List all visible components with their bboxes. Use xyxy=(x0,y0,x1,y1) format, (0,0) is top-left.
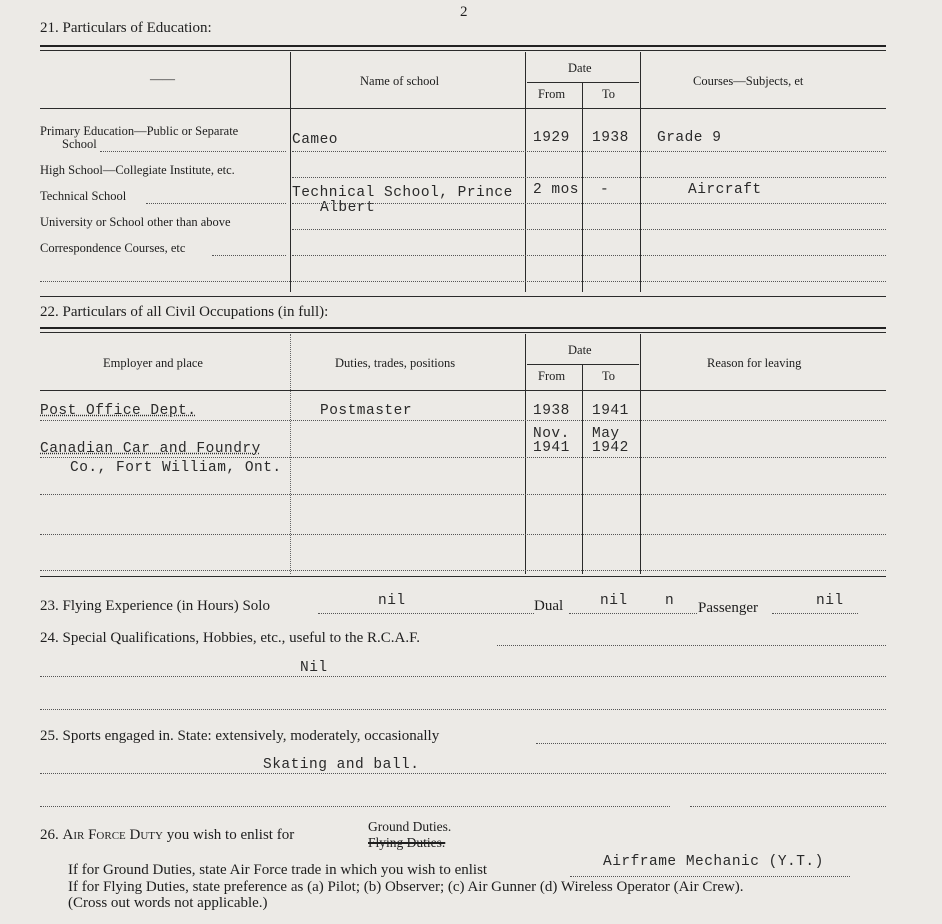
column-divider xyxy=(582,364,583,574)
dotted-line xyxy=(292,255,886,256)
header-courses: Courses—Subjects, et xyxy=(693,74,804,88)
header-name-of-school: Name of school xyxy=(360,74,440,88)
column-divider xyxy=(640,334,641,574)
section-26-suffix: you wish to enlist for xyxy=(162,827,295,843)
row-label-primary-2: School xyxy=(62,137,97,151)
header-blank: —— xyxy=(150,72,175,86)
column-divider xyxy=(290,52,291,292)
dotted-line xyxy=(497,645,886,646)
from-month-2: Nov. xyxy=(533,426,570,442)
header-to: To xyxy=(602,369,616,383)
to-2: 1942 xyxy=(592,440,629,456)
header-reason: Reason for leaving xyxy=(707,356,802,370)
cross-out-note: (Cross out words not applicable.) xyxy=(68,895,268,911)
row-label-university: University or School other than above xyxy=(40,215,231,229)
passenger-label: Passenger xyxy=(698,600,758,616)
dotted-line xyxy=(292,229,886,230)
dotted-line xyxy=(212,255,286,256)
section-26-prefix: 26. xyxy=(40,827,63,843)
flying-duties-line: If for Flying Duties, state preference as (a) Pilot; (b) Observer; (c) Air Gunner (d) Wireless Operator (Air Crew). xyxy=(68,879,744,895)
dotted-line xyxy=(100,151,286,152)
employer-2-line-2: Co., Fort William, Ont. xyxy=(70,460,282,476)
row-label-primary: Primary Education—Public or Separate xyxy=(40,124,239,138)
from-1: 1938 xyxy=(533,403,570,419)
header-date: Date xyxy=(568,343,592,357)
dotted-line xyxy=(40,281,886,282)
school-primary: Cameo xyxy=(292,132,339,148)
header-employer: Employer and place xyxy=(103,356,203,370)
trade-answer: Airframe Mechanic (Y.T.) xyxy=(603,854,824,870)
rule xyxy=(40,327,886,329)
ground-duties-line: If for Ground Duties, state Air Force trade in which you wish to enlist xyxy=(68,862,488,878)
header-to: To xyxy=(602,87,616,101)
column-divider xyxy=(582,82,583,292)
to-month-2: May xyxy=(592,426,620,442)
sports-answer: Skating and ball. xyxy=(263,757,420,773)
section-23-label: 23. Flying Experience (in Hours) Solo xyxy=(40,598,270,614)
header-from: From xyxy=(538,369,566,383)
dotted-line xyxy=(146,203,286,204)
employer-1: Post Office Dept. xyxy=(40,403,197,419)
rule xyxy=(40,390,886,391)
qualifications-answer: Nil xyxy=(300,660,328,676)
dotted-line xyxy=(40,420,886,421)
rule xyxy=(40,108,886,109)
to-primary: 1938 xyxy=(592,130,629,146)
school-technical-2: Albert xyxy=(320,200,376,216)
courses-technical: Aircraft xyxy=(688,182,762,198)
rule xyxy=(40,332,886,333)
dotted-line xyxy=(40,806,670,807)
dotted-line xyxy=(40,676,886,677)
dotted-line xyxy=(40,494,886,495)
option-ground-duties: Ground Duties. xyxy=(368,819,452,834)
header-from: From xyxy=(538,87,566,101)
section-21-title: 21. Particulars of Education: xyxy=(40,20,212,36)
to-technical: - xyxy=(600,182,610,198)
dotted-line xyxy=(690,806,886,807)
section-22-title: 22. Particulars of all Civil Occupations (in full): xyxy=(40,304,329,320)
dual-label: Dual xyxy=(534,598,564,614)
dotted-line xyxy=(318,613,534,614)
dotted-line xyxy=(772,613,858,614)
dotted-line xyxy=(570,876,850,877)
dotted-line xyxy=(40,457,886,458)
section-26-label xyxy=(40,827,294,844)
rule xyxy=(40,296,886,297)
dotted-line xyxy=(536,743,886,744)
dotted-line xyxy=(569,613,697,614)
rule xyxy=(527,82,639,83)
section-26-air-force-duty: Air Force Duty xyxy=(62,827,163,843)
duties-1: Postmaster xyxy=(320,403,413,419)
dotted-line xyxy=(40,773,886,774)
column-divider xyxy=(290,334,291,574)
passenger-hours: nil xyxy=(816,593,844,609)
option-flying-duties: Flying Duties. xyxy=(368,835,446,850)
extra-mark: n xyxy=(665,593,675,609)
rule xyxy=(40,50,886,51)
header-duties: Duties, trades, positions xyxy=(335,356,456,370)
column-divider xyxy=(525,52,526,292)
dual-hours: nil xyxy=(600,593,628,609)
header-date: Date xyxy=(568,61,592,75)
from-2: 1941 xyxy=(533,440,570,456)
section-24-label: 24. Special Qualifications, Hobbies, etc., useful to the R.C.A.F. xyxy=(40,630,420,646)
from-technical: 2 mos xyxy=(533,182,580,198)
rule xyxy=(40,576,886,577)
dotted-line xyxy=(292,151,886,152)
column-divider xyxy=(525,334,526,574)
courses-primary: Grade 9 xyxy=(657,130,722,146)
dotted-line xyxy=(292,177,886,178)
column-divider xyxy=(640,52,641,292)
row-label-correspondence: Correspondence Courses, etc xyxy=(40,241,186,255)
row-label-high-school: High School—Collegiate Institute, etc. xyxy=(40,163,235,177)
dotted-line xyxy=(40,570,886,571)
school-technical: Technical School, Prince xyxy=(292,185,513,201)
dotted-line xyxy=(40,534,886,535)
dotted-line xyxy=(292,203,886,204)
solo-hours: nil xyxy=(378,593,406,609)
section-25-label: 25. Sports engaged in. State: extensively, moderately, occasionally xyxy=(40,728,440,744)
dotted-line xyxy=(40,709,886,710)
rule xyxy=(527,364,639,365)
row-label-technical: Technical School xyxy=(40,189,127,203)
from-primary: 1929 xyxy=(533,130,570,146)
rule xyxy=(40,45,886,47)
to-1: 1941 xyxy=(592,403,629,419)
page-number: 2 xyxy=(460,4,468,20)
employer-2: Canadian Car and Foundry xyxy=(40,441,261,457)
